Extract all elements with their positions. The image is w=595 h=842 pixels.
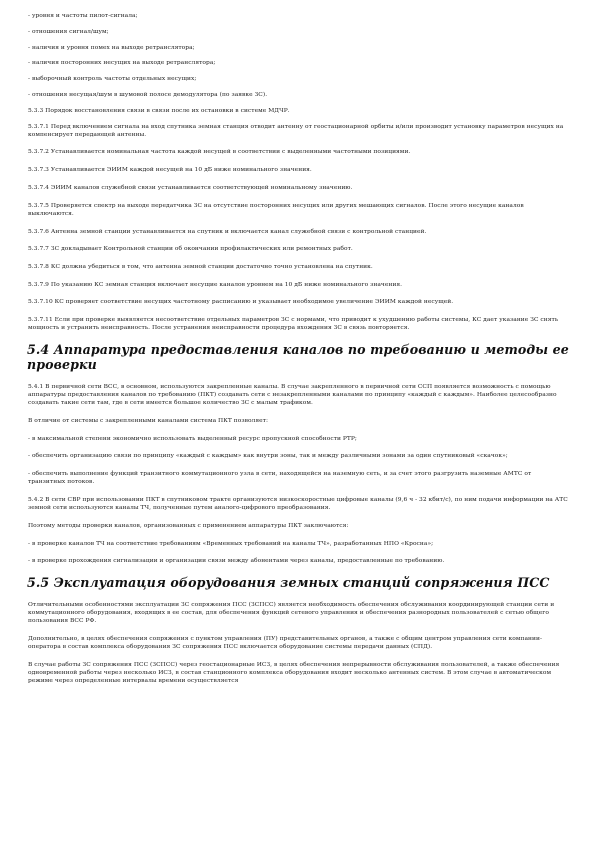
paragraph: Дополнительно, в целях обеспечения сопряжения с пунктом управления (ПУ) представительных органов, а также с общим центром управления сети компании-оператора в состав комплекса оборудования ЗС сопряжения ПСС включается оборудование системы передачи данных (СПД). bbox=[28, 636, 543, 651]
paragraph: - в проверке каналов ТЧ на соответствие требованиям «Временных требований на каналы ТЧ», разработанных НПО «Кросна»; bbox=[28, 540, 434, 547]
paragraph: 5.3.7.4 ЭИИМ каналов служебной связи устанавливается соответствующей номинальному значению. bbox=[28, 184, 353, 191]
paragraph: 5.3.7.10 КС проверяет соответствие несущих частотному расписанию и указывает необходимое увеличение ЭИИМ каждой несущей. bbox=[28, 299, 454, 306]
paragraph: 5.4.1 В первичной сети ВСС, в основном, используются закрепленные каналы. В случае закрепленного в первичной сети ССП появляется возможность с помощью аппаратуры предоставления каналов по требованию (ПКТ) создавать сети с незакрепленными каналами по принципу «каждый с каждым». Наиболее целесообразно создавать такие сети там, где в сети имеется большое количество ЗС с малым трафиком. bbox=[28, 383, 557, 407]
paragraph: 5.3.7.11 Если при проверке выявляется несоответствие отдельных параметров ЗС с нормами, что приводит к ухудшению работы системы, КС дает указание ЗС снять мощность и устранить неисправность. После устранения неисправности процедура вхождения ЗС в связь повторяется. bbox=[28, 317, 559, 332]
list-item: - выборочный контроль частоты отдельных несущих; bbox=[28, 76, 197, 83]
paragraph: 5.3.7.5 Проверяется спектр на выходе передатчика ЗС на отсутствие посторонних несущих или других мешающих сигналов. После этого несущие каналов выключаются. bbox=[28, 202, 524, 217]
section-heading-5-4: 5.4 Аппаратура предоставления каналов по требованию и методы ее проверки bbox=[27, 341, 569, 372]
paragraph: 5.3.7.9 По указанию КС земная станция включает несущие каналов уровнем на 10 дБ ниже номинального значения. bbox=[28, 281, 403, 288]
paragraph: - обеспечить организацию связи по принципу «каждый с каждым» как внутри зоны, так и между различными зонами за один спутниковый «скачок»; bbox=[28, 453, 508, 460]
section-heading-5-5: 5.5 Эксплуатация оборудования земных станций сопряжения ПСС bbox=[27, 575, 550, 591]
paragraph: Поэтому методы проверки каналов, организованных с применением аппаратуры ПКТ заключаются: bbox=[28, 522, 349, 529]
paragraph: - обеспечить выполнение функций транзитного коммутационного узла в сети, находящейся на наземную сеть, и за счет этого разгрузить наземные АМТС от транзитных потоков. bbox=[28, 471, 532, 486]
list-item: - уровня и частоты пилот-сигнала; bbox=[28, 13, 138, 19]
block-top-list bbox=[28, 12, 569, 99]
paragraph: 5.3.3 Порядок восстановления связи в связи после их остановки в системе МДЧР. bbox=[28, 107, 290, 114]
paragraph: 5.3.7.2 Устанавливается номинальная частота каждой несущей в соответствии с выделенными частотными позициями. bbox=[28, 149, 411, 156]
paragraph: В отличие от системы с закрепленными каналами система ПКТ позволяет: bbox=[28, 418, 268, 425]
paragraph: В случае работы ЗС сопряжения ПСС (ЗСПСС) через геостационарные ИСЗ, в целях обеспечения непрерывности обслуживания пользователей, а также обеспечения одновременной работы через несколько ИСЗ, в состав станционного комплекса оборудования входит несколько антенных систем. В этом случае в автоматическом режиме через определенные интервалы времени осуществляется bbox=[28, 662, 560, 685]
list-item: - наличия посторонних несущих на выходе ретранслятора; bbox=[28, 60, 216, 67]
list-item: - отношения несущая/шум в шумовой полосе демодулятора (по заявке ЗС). bbox=[28, 91, 268, 98]
block-54 bbox=[28, 383, 569, 566]
paragraph: 5.3.7.7 ЗС докладывает Контрольной станции об окончании профилактических или ремонтных работ. bbox=[28, 246, 353, 253]
list-item: - отношения сигнал/шум; bbox=[28, 28, 109, 35]
paragraph: Отличительными особенностями эксплуатации ЗС сопряжения ПСС (ЗСПСС) является необходимость обеспечения обслуживания координирующей станции сети и коммутационного оборудования, входящих в ее состав, для обеспечения функций сетевого управления и обеспечения разнородных пользователей с сетью общего пользования ВСС РФ. bbox=[28, 602, 555, 625]
paragraph: 5.3.7.3 Устанавливается ЭИИМ каждой несущей на 10 дБ ниже номинального значения. bbox=[28, 167, 312, 174]
block-533 bbox=[28, 107, 569, 333]
paragraph: 5.3.7.1 Перед включением сигнала на вход спутника земная станция отводит антенну от геостационарной орбиты и/или производит установку параметров несущих на компенсирует передающей антенны. bbox=[28, 123, 564, 138]
document-page bbox=[28, 12, 569, 695]
list-item: - наличия и уровня помех на выходе ретранслятора; bbox=[28, 44, 195, 51]
paragraph: 5.3.7.8 КС должна убедиться в том, что антенна земной станции достаточно точно установлена на спутник. bbox=[28, 263, 373, 270]
block-55 bbox=[28, 601, 569, 686]
paragraph: 5.3.7.6 Антенна земной станции устанавливается на спутник и включается канал служебной связи с контрольной станцией. bbox=[28, 228, 427, 235]
paragraph: - в максимальной степени экономично использовать выделенный ресурс пропускной способности РТР; bbox=[28, 435, 357, 442]
paragraph: 5.4.2 В сети СВР при использовании ПКТ в спутниковом тракте организуются низкоскоростные цифровые каналы (9,6 ч - 32 кбит/с), по ним подачи информации на АТС земной сети используются каналы ТЧ, полученные путем аналого-цифрового преобразования. bbox=[28, 497, 568, 512]
paragraph: - в проверке прохождения сигнализации и организации связи между абонентами через каналы, предоставленные по требованию. bbox=[28, 558, 445, 565]
